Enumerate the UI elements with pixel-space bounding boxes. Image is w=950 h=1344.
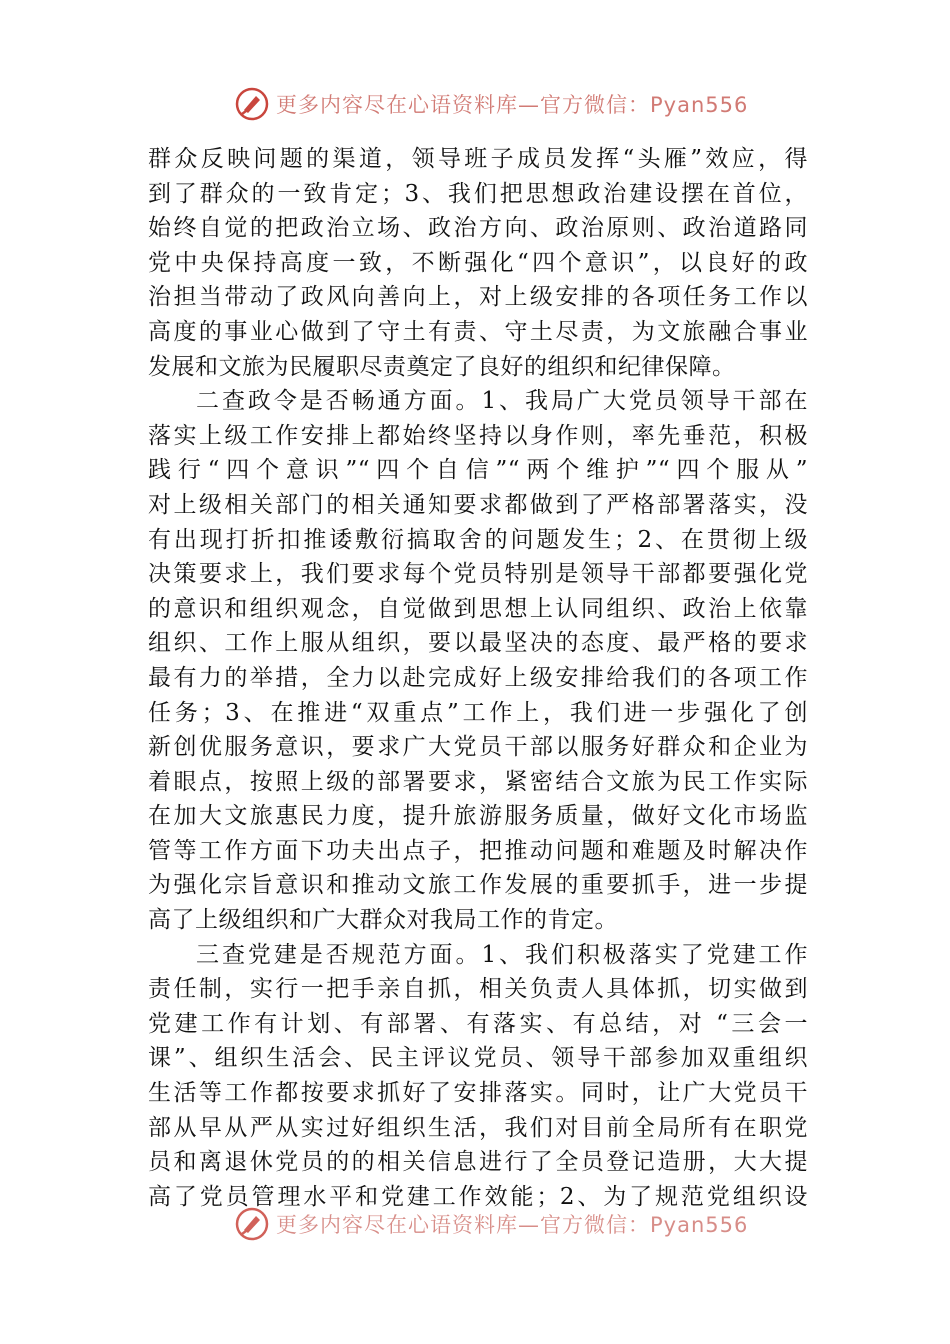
text-line: 组织、工作上服从组织，要以最坚决的态度、最严格的要求	[148, 630, 808, 657]
text-line: 党中央保持高度一致，不断强化“四个意识”，以良好的政	[148, 249, 808, 276]
watermark-text: 更多内容尽在心语资料库—官方微信：Pyan556	[276, 1213, 749, 1237]
text-line: 二查政令是否畅通方面。1、我局广大党员领导干部在	[196, 388, 808, 415]
text-line: 三查党建是否规范方面。1、我们积极落实了党建工作	[196, 941, 808, 968]
text-line: 管等工作方面下功夫出点子，把推动问题和难题及时解决作	[148, 837, 808, 864]
text-line: 高度的事业心做到了守土有责、守土尽责，为文旅融合事业	[148, 318, 808, 345]
text-line: 任务；3、在推进“双重点”工作上，我们进一步强化了创	[148, 699, 808, 726]
watermark-text: 更多内容尽在心语资料库—官方微信：Pyan556	[276, 93, 749, 117]
text-line: 课”、组织生活会、民主评议党员、领导干部参加双重组织	[148, 1045, 808, 1072]
text-line: 员和离退休党员的的相关信息进行了全员登记造册，大大提	[148, 1149, 808, 1176]
text-line: 高了上级组织和广大群众对我局工作的肯定。	[148, 907, 618, 934]
text-line: 对上级相关部门的相关通知要求都做到了严格部署落实，没	[148, 491, 808, 518]
text-line: 群众反映问题的渠道，领导班子成员发挥“头雁”效应，得	[148, 146, 808, 172]
text-line: 落实上级工作安排上都始终坚持以身作则，率先垂范，积极	[148, 422, 808, 449]
paragraph	[148, 142, 808, 384]
text-line: 新创优服务意识，要求广大党员干部以服务好群众和企业为	[148, 734, 808, 761]
text-line: 到了群众的一致肯定；3、我们把思想政治建设摆在首位，	[148, 180, 808, 207]
paragraph	[148, 384, 808, 938]
text-line: 发展和文旅为民履职尽责奠定了良好的组织和纪律保障。	[148, 353, 736, 380]
text-line: 党建工作有计划、有部署、有落实、有总结，对 “三会一	[148, 1010, 808, 1037]
text-line: 着眼点，按照上级的部署要求，紧密结合文旅为民工作实际	[148, 768, 808, 795]
text-line: 有出现打折扣推诿敷衍搞取舍的问题发生；2、在贯彻上级	[148, 526, 808, 553]
text-line: 决策要求上，我们要求每个党员特别是领导干部都要强化党	[148, 561, 808, 588]
header-watermark	[234, 86, 748, 122]
document-body	[148, 142, 808, 1214]
text-line: 治担当带动了政风向善向上，对上级安排的各项任务工作以	[148, 284, 808, 311]
text-line: 责任制，实行一把手亲自抓，相关负责人具体抓，切实做到	[148, 976, 808, 1003]
footer-watermark	[234, 1206, 748, 1242]
text-line: 始终自觉的把政治立场、政治方向、政治原则、政治道路同	[148, 215, 808, 242]
text-line: 部从早从严从实过好组织生活，我们对目前全局所有在职党	[148, 1114, 808, 1141]
text-line: 的意识和组织观念，自觉做到思想上认同组织、政治上依靠	[148, 595, 808, 622]
text-line: 践行“四个意识”“四个自信”“两个维护”“四个服从”	[148, 457, 808, 484]
text-line: 生活等工作都按要求抓好了安排落实。同时，让广大党员干	[148, 1080, 808, 1107]
pen-nib-seal-icon	[234, 86, 270, 122]
pen-nib-seal-icon	[234, 1206, 270, 1242]
text-line: 为强化宗旨意识和推动文旅工作发展的重要抓手，进一步提	[148, 872, 808, 899]
paragraph	[148, 938, 808, 1215]
text-line: 高了党员管理水平和党建工作效能；2、为了规范党组织设	[148, 1183, 808, 1210]
text-line: 最有力的举措，全力以赴完成好上级安排给我们的各项工作	[148, 664, 808, 691]
text-line: 在加大文旅惠民力度，提升旅游服务质量，做好文化市场监	[148, 803, 808, 830]
